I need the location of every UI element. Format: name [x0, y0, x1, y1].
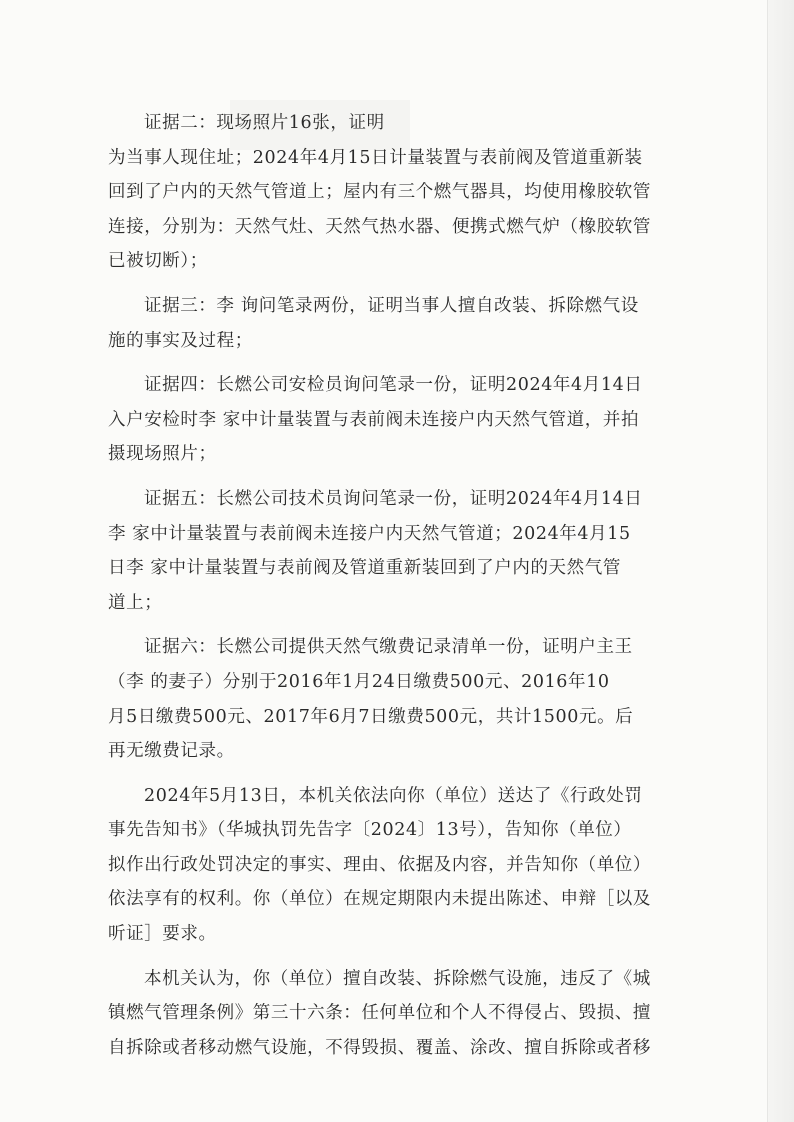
text-line: 拟作出行政处罚决定的事实、理由、依据及内容，并告知你（单位） [108, 854, 651, 875]
text-line: 道上； [108, 592, 163, 613]
text-line: 回到了户内的天然气管道上；屋内有三个燃气器具，均使用橡胶软管 [108, 182, 651, 203]
text-line: 为当事人现住址；2024年4月15日计量装置与表前阀及管道重新装 [108, 147, 643, 168]
evidence-2-paragraph [108, 106, 688, 279]
text-line: 2024年5月13日，本机关依法向你（单位）送达了《行政处罚 [144, 785, 643, 806]
text-line: 日李 家中计量装置与表前阀及管道重新装回到了户内的天然气管 [108, 558, 621, 579]
text-line: 月5日缴费500元、2017年6月7日缴费500元，共计1500元。后 [108, 706, 634, 727]
evidence-3-paragraph [108, 289, 688, 358]
text-line: 依法享有的权利。你（单位）在规定期限内未提出陈述、申辩［以及 [108, 889, 651, 910]
text-line: 施的事实及过程； [108, 330, 253, 351]
text-line: 事先告知书》（华城执罚先告字〔2024〕13号），告知你（单位） [108, 820, 632, 841]
page-edge [767, 0, 794, 1122]
text-line: 已被切断）； [108, 251, 208, 272]
text-line: 证据三：李 询问笔录两份，证明当事人擅自改装、拆除燃气设 [144, 295, 639, 316]
text-line: 镇燃气管理条例》第三十六条：任何单位和个人不得侵占、毁损、擅 [108, 1003, 651, 1024]
text-line: 摄现场照片； [108, 444, 217, 465]
text-line: 证据五：长燃公司技术员询问笔录一份，证明2024年4月14日 [144, 488, 643, 509]
text-line: 入户安检时李 家中计量装置与表前阀未连接户内天然气管道，并拍 [108, 409, 640, 430]
text-line: （李 的妻子）分别于2016年1月24日缴费500元、2016年10 [108, 671, 610, 692]
text-line: 自拆除或者移动燃气设施，不得毁损、覆盖、涂改、擅自拆除或者移 [108, 1037, 651, 1058]
document-body [108, 106, 688, 1065]
notice-paragraph [108, 779, 688, 952]
evidence-5-paragraph [108, 482, 688, 620]
text-line: 证据四：长燃公司安检员询问笔录一份，证明2024年4月14日 [144, 375, 643, 396]
text-line: 本机关认为，你（单位）擅自改装、拆除燃气设施，违反了《城 [144, 968, 651, 989]
finding-paragraph [108, 962, 688, 1066]
text-line: 证据六：长燃公司提供天然气缴费记录清单一份，证明户主王 [144, 637, 633, 658]
text-line: 证据二：现场照片16张，证明 [144, 113, 385, 133]
text-line: 听证］要求。 [108, 924, 217, 945]
text-line: 再无缴费记录。 [108, 741, 235, 762]
evidence-6-paragraph [108, 630, 688, 768]
text-line: 连接，分别为：天然气灶、天然气热水器、便携式燃气炉（橡胶软管 [108, 216, 651, 237]
evidence-4-paragraph [108, 368, 688, 472]
text-line: 李 家中计量装置与表前阀未连接户内天然气管道；2024年4月15 [108, 523, 631, 544]
